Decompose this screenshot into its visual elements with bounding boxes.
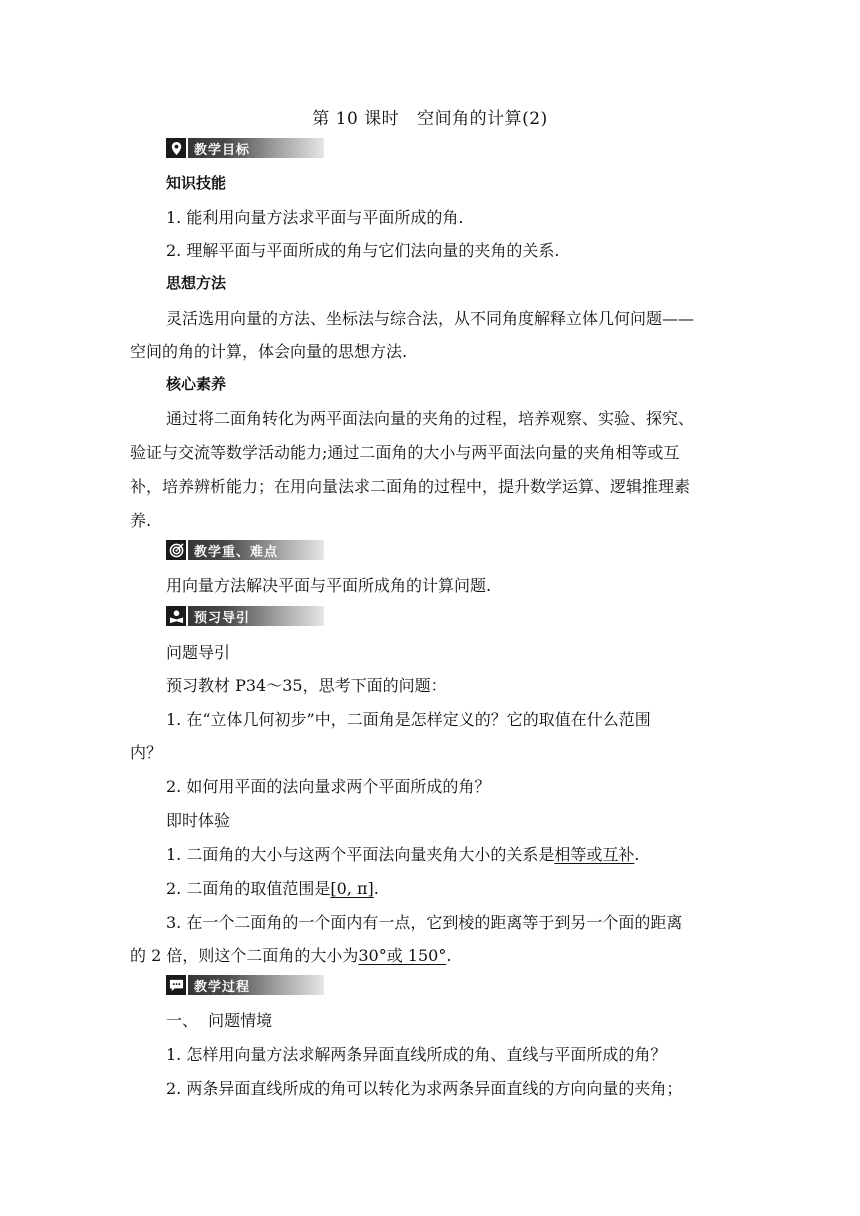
preview-subheading: 问题导引	[166, 643, 231, 662]
preview-question: 1. 在“立体几何初步”中，二面角是怎样定义的？它的取值在什么范围	[166, 710, 651, 729]
exercise-text: .	[373, 879, 379, 898]
lesson-number: 第 10 课时	[312, 109, 400, 129]
chat-icon	[166, 975, 188, 995]
page-title	[0, 104, 860, 129]
section-label: 预习导引	[194, 610, 251, 626]
location-pin-icon	[166, 138, 188, 158]
knowledge-item: 2. 理解平面与平面所成的角与它们法向量的夹角的关系.	[166, 241, 560, 260]
literacy-text: 验证与交流等数学活动能力;通过二面角的大小与两平面法向量的夹角相等或互	[130, 443, 680, 462]
knowledge-heading: 知识技能	[166, 174, 227, 192]
reading-icon	[166, 606, 188, 626]
literacy-text: 补，培养辨析能力；在用向量法求二面角的过程中，提升数学运算、逻辑推理素	[130, 477, 691, 496]
section-banner-objectives	[166, 138, 324, 158]
target-icon	[166, 540, 188, 560]
exercise-text: 的 2 倍，则这个二面角的大小为	[130, 946, 359, 965]
section-banner-process	[166, 975, 324, 995]
exercise-item	[166, 876, 768, 899]
methods-heading: 思想方法	[166, 274, 227, 292]
section-label: 教学目标	[194, 142, 251, 158]
exercise-item	[130, 943, 732, 966]
lesson-topic: 空间角的计算(2)	[417, 109, 548, 129]
section-banner-key-points	[166, 540, 324, 560]
exercise-text: 1. 二面角的大小与这两个平面法向量夹角大小的关系是	[166, 845, 555, 864]
exercise-text: .	[446, 946, 452, 965]
key-points-text: 用向量方法解决平面与平面所成角的计算问题.	[166, 576, 492, 595]
methods-text: 空间的角的计算，体会向量的思想方法.	[130, 342, 408, 361]
exercise-answer: 相等或互补	[554, 845, 635, 864]
preview-question: 内？	[130, 743, 163, 762]
preview-intro: 预习教材 P34～35，思考下面的问题：	[166, 676, 447, 695]
exercise-answer: 30°或 150°	[358, 946, 447, 965]
exercise-answer: [0, π]	[330, 879, 374, 898]
process-subheading: 一、 问题情境	[166, 1011, 273, 1030]
section-label: 教学过程	[194, 979, 251, 995]
preview-subheading: 即时体验	[166, 811, 231, 830]
literacy-text: 养.	[130, 511, 152, 530]
preview-question: 2. 如何用平面的法向量求两个平面所成的角？	[166, 777, 491, 796]
process-item: 2. 两条异面直线所成的角可以转化为求两条异面直线的方向向量的夹角；	[166, 1079, 683, 1098]
knowledge-item: 1. 能利用向量方法求平面与平面所成的角.	[166, 208, 464, 227]
literacy-text: 通过将二面角转化为两平面法向量的夹角的过程，培养观察、实验、探究、	[166, 409, 695, 428]
exercise-text: .	[634, 845, 640, 864]
section-banner-preview	[166, 606, 324, 626]
process-item: 1. 怎样用向量方法求解两条异面直线所成的角、直线与平面所成的角？	[166, 1045, 667, 1064]
exercise-text: 2. 二面角的取值范围是	[166, 879, 331, 898]
exercise-item	[166, 842, 768, 865]
methods-text: 灵活选用向量的方法、坐标法与综合法，从不同角度解释立体几何问题——	[166, 309, 695, 328]
section-label: 教学重、难点	[194, 544, 279, 560]
exercise-item: 3. 在一个二面角的一个面内有一点，它到棱的距离等于到另一个面的距离	[166, 913, 683, 932]
literacy-heading: 核心素养	[166, 375, 227, 393]
